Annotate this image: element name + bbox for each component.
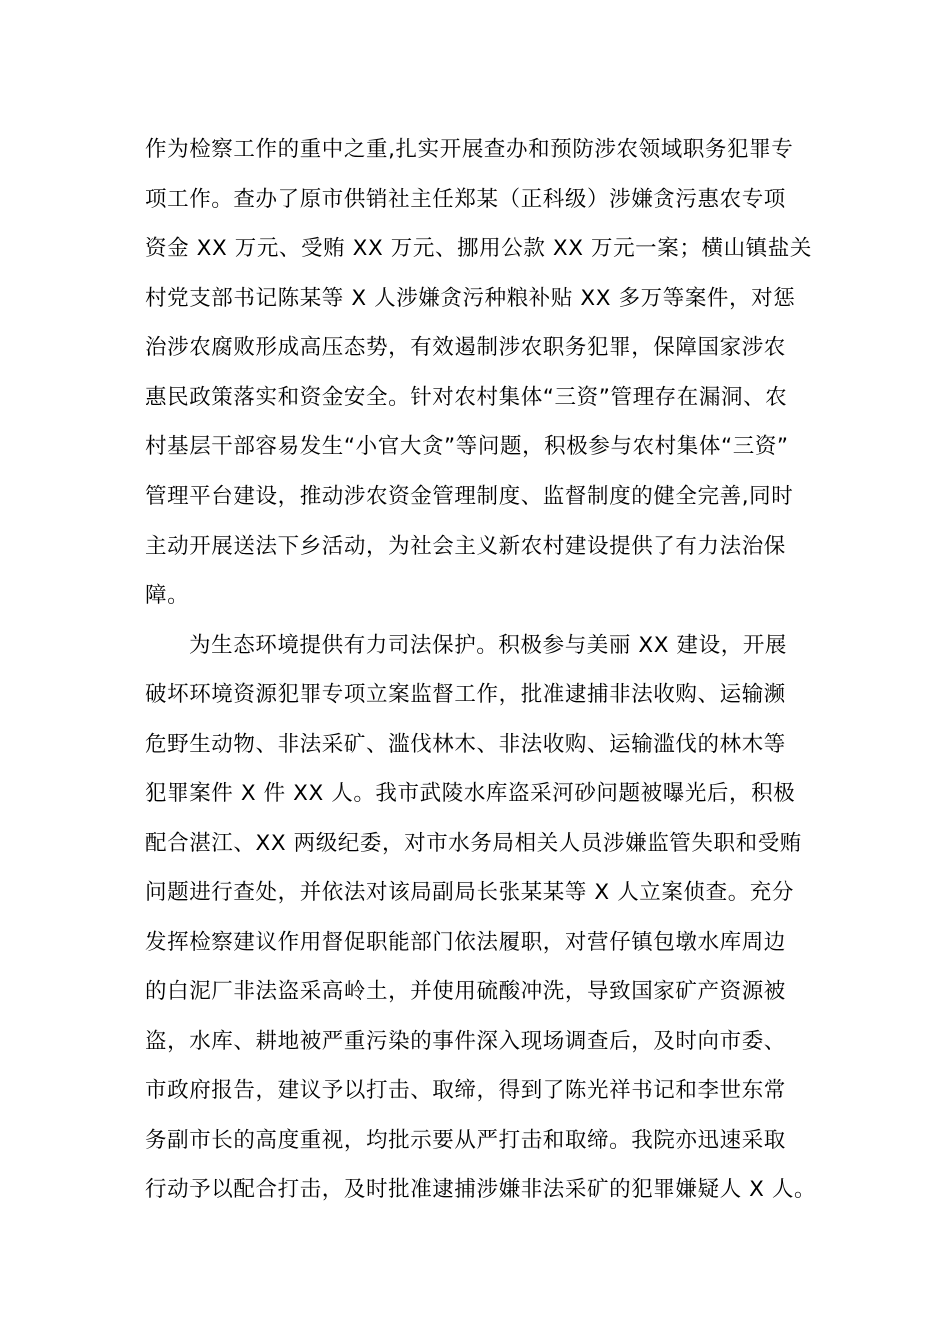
text-line: 作为检察工作的重中之重,扎实开展查办和预防涉农领域职务犯罪专 [145, 137, 794, 162]
text-line: 市政府报告，建议予以打击、取缔，得到了陈光祥书记和李世东常 [145, 1078, 786, 1103]
text-line: 障。 [145, 583, 190, 608]
text-line: 破坏环境资源犯罪专项立案监督工作，批准逮捕非法收购、运输濒 [145, 682, 786, 707]
text-line: 行动予以配合打击，及时批准逮捕涉嫌非法采矿的犯罪嫌疑人 X 人。 [145, 1177, 817, 1202]
text-line: 的白泥厂非法盗采高岭土，并使用硫酸冲洗，导致国家矿产资源被 [145, 979, 786, 1004]
text-line: 问题进行查处，并依法对该局副局长张某某等 X 人立案侦查。充分 [145, 880, 794, 905]
text-line: 犯罪案件 X 件 XX 人。我市武陵水库盗采河砂问题被曝光后，积极 [145, 781, 796, 806]
text-line: 惠民政策落实和资金安全。针对农村集体“三资”管理存在漏洞、农 [145, 385, 788, 410]
text-line: 发挥检察建议作用督促职能部门依法履职，对营仔镇包墩水库周边 [145, 930, 786, 955]
text-line: 管理平台建设，推动涉农资金管理制度、监督制度的健全完善,同时 [145, 484, 794, 509]
text-line: 危野生动物、非法采矿、滥伐林木、非法收购、运输滥伐的林木等 [145, 732, 786, 757]
text-line: 配合湛江、XX 两级纪委，对市水务局相关人员涉嫌监管失职和受贿 [145, 831, 802, 856]
text-line: 治涉农腐败形成高压态势，有效遏制涉农职务犯罪，保障国家涉农 [145, 335, 786, 360]
text-line: 盗，水库、耕地被严重污染的事件深入现场调查后，及时向市委、 [145, 1029, 786, 1054]
text-line: 项工作。查办了原市供销社主任郑某（正科级）涉嫌贪污惠农专项 [145, 187, 786, 212]
text-line: 村党支部书记陈某等 X 人涉嫌贪污种粮补贴 XX 多万等案件，对惩 [145, 286, 796, 311]
text-line: 村基层干部容易发生“小官大贪”等问题，积极参与农村集体“三资” [145, 434, 789, 459]
text-line: 资金 XX 万元、受贿 XX 万元、挪用公款 XX 万元一案；横山镇盐关 [145, 236, 812, 261]
text-line: 务副市长的高度重视，均批示要从严打击和取缔。我院亦迅速采取 [145, 1128, 786, 1153]
text-line: 主动开展送法下乡活动，为社会主义新农村建设提供了有力法治保 [145, 534, 786, 559]
text-line: 为生态环境提供有力司法保护。积极参与美丽 XX 建设，开展 [189, 633, 788, 658]
